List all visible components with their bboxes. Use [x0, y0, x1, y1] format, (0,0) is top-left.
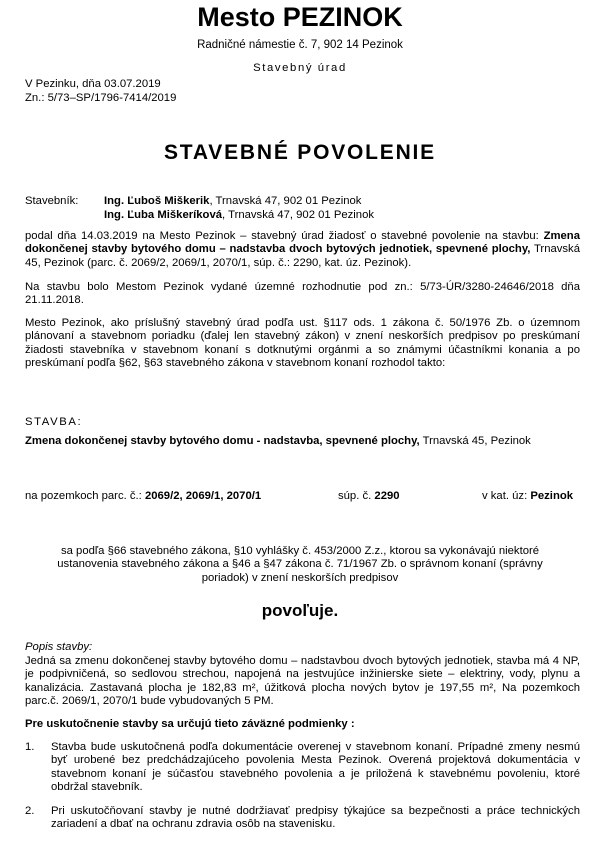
- condition-item-2: [25, 805, 580, 832]
- reference-number: Zn.: 5/73–SP/1796-7414/2019: [25, 92, 177, 104]
- document-title: STAVEBNÉ POVOLENIE: [164, 141, 436, 164]
- applicant-1-name: Ing. Ľuboš Miškerik: [104, 195, 210, 207]
- ku-value: Pezinok: [530, 490, 574, 502]
- condition-2-number: 2.: [25, 805, 35, 817]
- zoning-paragraph: Na stavbu bolo Mestom Pezinok vydané územné rozhodnutie pod zn.: 5/73-ÚR/3280-24646/2018 dňa 21.11.2018.: [25, 281, 580, 307]
- ku-label: v kat. úz:: [482, 490, 531, 502]
- stavba-label: STAVBA:: [25, 416, 83, 428]
- condition-2-text: Pri uskutočňovaní stavby je nutné dodržiavať predpisy týkajúce sa bezpečnosti a práce technických zariadení a dbať na ochranu zdravia osôb na stavenisku.: [51, 805, 580, 831]
- description-text: Jedná sa zmenu dokončenej stavby bytového domu – nadstavbou dvoch bytových jednotiek, stavba má 4 NP, je podpivničená, so sedlovou strechou, napojená na jestvujúce inžinierske siete – elektriny, vody, plynu a kanalizácia. Zastavaná plocha je 182,83 m², úžitková plocha nových bytov je 197,55 m², Na pozemkoch parc.č. 2069/1, 2070/1 bude vybudovaných 5 PM.: [25, 655, 580, 707]
- applicant-2-name: Ing. Ľuba Miškeríková: [104, 209, 223, 221]
- conditions-heading: Pre uskutočnenie stavby sa určujú tieto záväzné podmienky :: [25, 718, 355, 730]
- stavba-location: Trnavská 45, Pezinok: [419, 435, 531, 447]
- parcel-sup: [338, 490, 400, 503]
- parcel-numbers: [25, 490, 261, 503]
- condition-item-1: [25, 741, 580, 794]
- sup-value: 2290: [374, 490, 400, 502]
- condition-1-number: 1.: [25, 741, 35, 753]
- applicant-2-address: , Trnavská 47, 902 01 Pezinok: [222, 209, 375, 221]
- decision: povoľuje.: [261, 601, 339, 620]
- parcel-prefix: na pozemkoch parc. č.:: [25, 490, 145, 502]
- applicant-1: [104, 195, 361, 208]
- stavba-name-bold: Zmena dokončenej stavby bytového domu - nadstavba, spevnené plochy,: [25, 435, 420, 447]
- request-paragraph: [25, 230, 580, 270]
- legal-basis: sa podľa §66 stavebného zákona, §10 vyhlášky č. 453/2000 Z.z., ktorou sa vykonávajú niektoré ustanovenia stavebného zákona a §46 a §47 zákona č. 71/1967 Zb. o správnom konaní (správny poriadok) v znení neskorších predpisov: [57, 545, 543, 584]
- description-label: Popis stavby:: [25, 641, 93, 653]
- stavba-name: [25, 435, 531, 448]
- parcel-ku: [482, 490, 573, 503]
- request-project-details: Trnavská 45, Pezinok (parc. č. 2069/2, 2069/1, 2070/1, súp. č.: 2290, kat. úz. Pezinok).: [25, 243, 580, 269]
- applicant-label: Stavebník:: [25, 195, 79, 207]
- city-title: Mesto PEZINOK: [197, 2, 403, 32]
- office-name: Stavebný úrad: [253, 62, 347, 74]
- parcel-values: 2069/2, 2069/1, 2070/1: [144, 490, 262, 502]
- sup-label: súp. č.: [338, 490, 375, 502]
- request-lead: podal dňa 14.03.2019 na Mesto Pezinok – stavebný úrad žiadosť o stavebné povolenie na stavbu:: [25, 230, 539, 242]
- request-project: Zmena dokončenej stavby bytového domu – nadstavba dvoch bytových jednotiek, spevnené plochy,: [25, 230, 580, 256]
- applicant-1-address: , Trnavská 47, 902 01 Pezinok: [209, 195, 362, 207]
- place-date: V Pezinku, dňa 03.07.2019: [25, 78, 161, 90]
- city-address: Radničné námestie č. 7, 902 14 Pezinok: [197, 39, 403, 51]
- applicant-2: [104, 209, 374, 222]
- condition-1-text: Stavba bude uskutočnená podľa dokumentácie overenej v stavebnom konaní. Prípadné zmeny nesmú byť urobené bez predchádzajúceho povolenia Mesta Pezinok. Overená projektová dokumentácia v stavebnom konaní je súčasťou stavebného povolenia a je priložená k stavebnému povoleniu, ktoré obdržal stavebník.: [51, 741, 580, 793]
- authority-paragraph: Mesto Pezinok, ako príslušný stavebný úrad podľa ust. §117 ods. 1 zákona č. 50/1976 Zb. o územnom plánovaní a stavebnom poriadku (ďalej len stavebný zákon) v znení neskorších predpisov po preskúmaní žiadosti stavebníka v stavebnom konaní s dotknutými orgánmi a so známymi účastníkmi konania a po preskúmaní podľa §62, §63 stavebného zákona v stavebnom konaní rozhodol takto:: [25, 317, 580, 369]
